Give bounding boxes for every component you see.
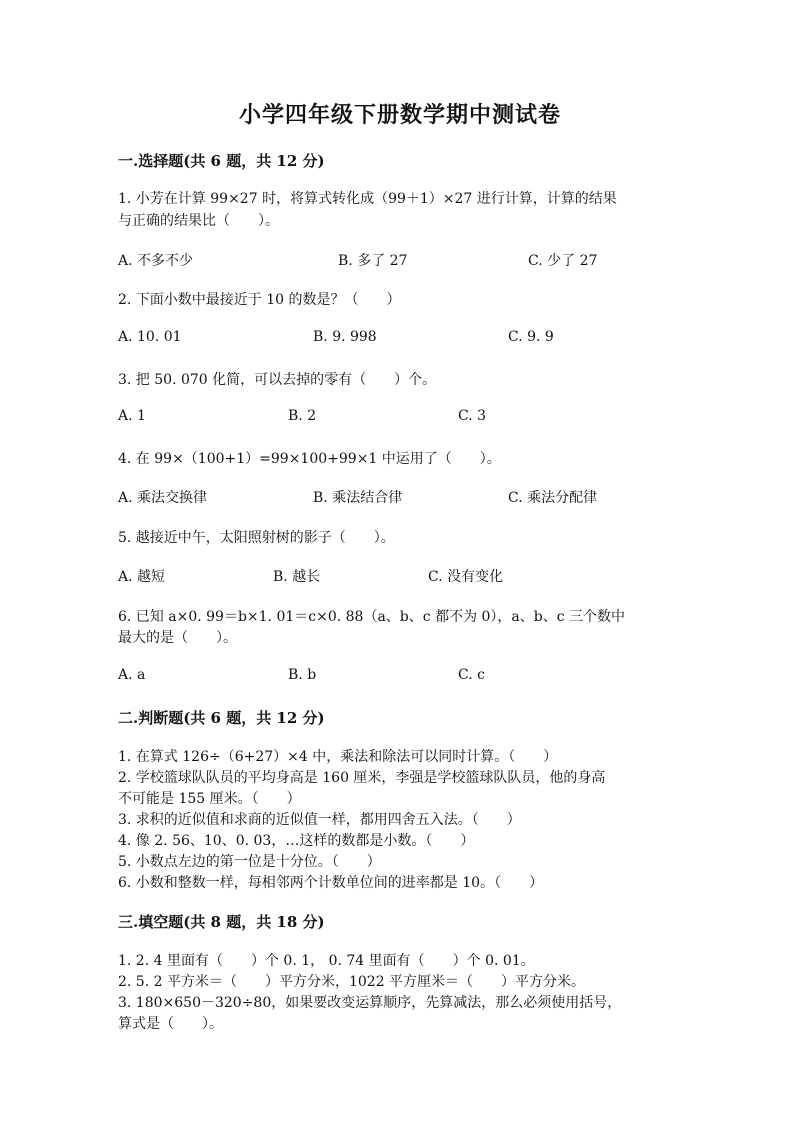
question-line: 与正确的结果比（ ）。 — [118, 213, 279, 229]
question-line: 算式是（ ）。 — [118, 1016, 223, 1032]
option-c: C. 3 — [458, 408, 487, 424]
option-c: C. 9. 9 — [508, 329, 554, 345]
question-line: 5. 越接近中午，太阳照射树的影子（ ）。 — [118, 530, 395, 546]
option-c: C. c — [458, 667, 485, 683]
question-line: 4. 在 99×（100+1）=99×100+99×1 中运用了（ ）。 — [118, 451, 501, 467]
question-line: 3. 求积的近似值和求商的近似值一样，都用四舍五入法。（ ） — [118, 812, 521, 828]
question-line: 最大的是（ ）。 — [118, 630, 237, 646]
option-b: B. 2 — [288, 408, 317, 424]
option-b: B. 多了 27 — [338, 253, 408, 269]
option-a: A. 10. 01 — [118, 329, 182, 345]
option-b: B. 越长 — [273, 569, 321, 585]
question-line: 不可能是 155 厘米。（ ） — [118, 791, 301, 807]
option-a: A. 乘法交换律 — [118, 490, 208, 506]
option-b: B. 乘法结合律 — [313, 490, 403, 506]
question-line: 3. 180×650－320÷80，如果要改变运算顺序，先算减法，那么必须使用括号， — [118, 995, 622, 1011]
section-heading-judgment: 二.判断题(共 6 题，共 12 分) — [118, 709, 325, 727]
option-a: A. a — [118, 667, 146, 683]
page-title: 小学四年级下册数学期中测试卷 — [238, 102, 561, 128]
option-c: C. 乘法分配律 — [508, 490, 598, 506]
section-heading-choice: 一.选择题(共 6 题，共 12 分) — [118, 152, 325, 170]
question-line: 6. 小数和整数一样，每相邻两个计数单位间的进率都是 10。（ ） — [118, 875, 544, 891]
option-b: B. b — [288, 667, 317, 683]
question-line: 6. 已知 a×0. 99＝b×1. 01＝c×0. 88（a、b、c 都不为 0），a、b、c 三个数中 — [118, 609, 626, 625]
option-b: B. 9. 998 — [313, 329, 377, 345]
question-line: 2. 5. 2 平方米＝（ ）平方分米，1022 平方厘米＝（ ）平方分米。 — [118, 974, 586, 990]
question-line: 1. 2. 4 里面有（ ）个 0. 1， 0. 74 里面有（ ）个 0. 01。 — [118, 953, 535, 969]
question-line: 3. 把 50. 070 化简，可以去掉的零有（ ）个。 — [118, 372, 437, 388]
option-a: A. 越短 — [118, 569, 166, 585]
option-c: C. 没有变化 — [428, 569, 504, 585]
option-c: C. 少了 27 — [528, 253, 598, 269]
question-line: 1. 小芳在计算 99×27 时，将算式转化成（99＋1）×27 进行计算，计算的结果 — [118, 191, 617, 207]
question-line: 4. 像 2. 56、10、0. 03，…这样的数都是小数。（ ） — [118, 833, 475, 849]
option-a: A. 1 — [118, 408, 146, 424]
option-a: A. 不多不少 — [118, 253, 194, 269]
question-line: 2. 下面小数中最接近于 10 的数是？（ ） — [118, 292, 401, 308]
question-line: 2. 学校篮球队队员的平均身高是 160 厘米，李强是学校篮球队队员，他的身高 — [118, 770, 606, 786]
question-line: 1. 在算式 126÷（6+27）×4 中，乘法和除法可以同时计算。（ ） — [118, 749, 558, 765]
question-line: 5. 小数点左边的第一位是十分位。（ ） — [118, 854, 381, 870]
section-heading-fill-in: 三.填空题(共 8 题，共 18 分) — [118, 913, 325, 931]
